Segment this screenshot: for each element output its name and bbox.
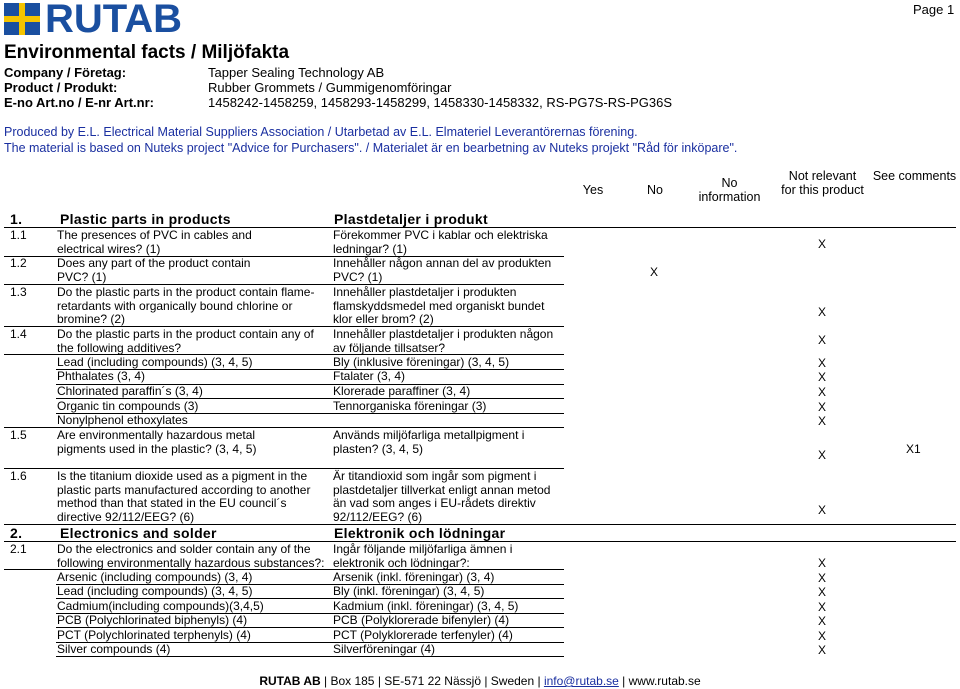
row-question-en: Are environmentally hazardous metal pigments used in the plastic? (3, 4, 5) xyxy=(57,428,257,456)
substance-en: PCB (Polychlorinated biphenyls) (4) xyxy=(57,613,248,627)
footer-separator: | xyxy=(622,674,626,688)
substance-en: Nonylphenol ethoxylates xyxy=(57,413,188,427)
substance-en: Arsenic (including compounds) (3, 4) xyxy=(57,570,253,584)
row-question-sv: Innehåller plastdetaljer i produkten flamskyddsmedel med organiskt bundet klor eller brom? (2) xyxy=(333,285,545,326)
substance-sv: Bly (inklusive föreningar) (3, 4, 5) xyxy=(333,355,510,369)
row-question-sv: Används miljöfarliga metallpigment i plasten? (3, 4, 5) xyxy=(333,428,525,456)
substance-sv: Tennorganiska föreningar (3) xyxy=(333,399,487,413)
mark-not-relevant: X xyxy=(818,356,827,370)
row-number: 1.2 xyxy=(10,256,27,270)
row-number: 1.6 xyxy=(10,469,27,483)
produced-by-note: Produced by E.L. Electrical Material Suppliers Association / Utarbetad av E.L. Elmateriel Leverantörernas förening. xyxy=(4,125,638,139)
footer-website[interactable]: www.rutab.se xyxy=(628,674,701,688)
row-question-en: Do the plastic parts in the product contain flame-retardants with organically bound chlorine or bromine? (2) xyxy=(57,285,315,326)
substance-en: Lead (including compounds) (3, 4, 5) xyxy=(57,584,253,598)
footer xyxy=(0,674,960,688)
product-value: Rubber Grommets / Gummigenomföringar xyxy=(208,80,452,95)
substance-sv: Silverföreningar (4) xyxy=(333,642,436,656)
row-number: 1.1 xyxy=(10,228,27,242)
mark-not-relevant: X xyxy=(818,556,827,570)
mark-not-relevant: X xyxy=(818,448,827,462)
article-key: E-no Art.no / E-nr Art.nr: xyxy=(4,95,154,110)
row-question-en: The presences of PVC in cables and electrical wires? (1) xyxy=(57,228,252,256)
mark-no: X xyxy=(650,265,659,279)
company-value: Tapper Sealing Technology AB xyxy=(208,65,385,80)
mark-not-relevant: X xyxy=(818,571,827,585)
substance-en: Lead (including compounds) (3, 4, 5) xyxy=(57,355,253,369)
divider xyxy=(56,656,564,657)
section-2-title-sv: Elektronik och lödningar xyxy=(334,525,506,541)
row-question-sv: Förekommer PVC i kablar och elektriska ledningar? (1) xyxy=(333,228,548,256)
substance-sv: Klorerade paraffiner (3, 4) xyxy=(333,384,471,398)
mark-not-relevant: X xyxy=(818,333,827,347)
row-number: 1.3 xyxy=(10,285,27,299)
based-on-note: The material is based on Nuteks project "Advice for Purchasers". / Materialet är en bearbetning av Nuteks projekt "Råd för inköpare". xyxy=(4,141,738,155)
company-key: Company / Företag: xyxy=(4,65,127,80)
rutab-logo xyxy=(4,0,199,41)
row-question-en: Do the plastic parts in the product contain any of the following additives? xyxy=(57,327,314,355)
footer-address: | Box 185 | SE-571 22 Nässjö | Sweden | xyxy=(324,674,541,688)
row-question-sv: Innehåller plastdetaljer i produkten någon av följande tillsatser? xyxy=(333,327,554,355)
mark-not-relevant: X xyxy=(818,600,827,614)
substance-en: PCT (Polychlorinated terphenyls) (4) xyxy=(57,628,251,642)
substance-sv: Kadmium (inkl. föreningar) (3, 4, 5) xyxy=(333,599,519,613)
row-question-en: Is the titanium dioxide used as a pigment in the plastic parts manufactured according to another method than that stated in the EU council´s directive 92/112/EEG? (6) xyxy=(57,469,311,524)
section-1-title-en: Plastic parts in products xyxy=(60,211,231,227)
mark-not-relevant: X xyxy=(818,614,827,628)
footer-email-link[interactable]: info@rutab.se xyxy=(543,674,619,688)
page-number: Page 1 xyxy=(913,2,955,17)
mark-not-relevant: X xyxy=(818,585,827,599)
footer-company: RUTAB AB xyxy=(259,674,321,688)
substance-sv: Bly (inkl. föreningar) (3, 4, 5) xyxy=(333,584,485,598)
article-value: 1458242-1458259, 1458293-1458299, 1458330-1458332, RS-PG7S-RS-PG36S xyxy=(208,95,673,110)
comment-reference: X1 xyxy=(906,442,921,456)
logo-text: RUTAB xyxy=(45,0,183,41)
substance-en: Silver compounds (4) xyxy=(57,642,171,656)
col-no-information: No information xyxy=(698,176,761,204)
row-question-en: Do the electronics and solder contain any of the following environmentally hazardous substances?: xyxy=(57,542,325,570)
substance-en: Organic tin compounds (3) xyxy=(57,399,199,413)
mark-not-relevant: X xyxy=(818,237,827,251)
mark-not-relevant: X xyxy=(818,414,827,428)
substance-sv: PCB (Polyklorerade bifenyler) (4) xyxy=(333,613,510,627)
substance-sv: PCT (Polyklorerade terfenyler) (4) xyxy=(333,628,513,642)
row-question-sv: Innehåller någon annan del av produkten PVC? (1) xyxy=(333,256,552,284)
substance-en: Phthalates (3, 4) xyxy=(57,369,146,383)
mark-not-relevant: X xyxy=(818,629,827,643)
row-question-sv: Är titandioxid som ingår som pigment i plastdetaljer tillverkat enligt annan metod än vad som anges i EU-rådets direktiv 92/112/EEG? (6) xyxy=(333,469,551,524)
page-title: Environmental facts / Miljöfakta xyxy=(4,42,290,63)
section-2-title-en: Electronics and solder xyxy=(60,525,217,541)
col-see-comments: See comments xyxy=(872,169,957,183)
substance-en: Cadmium(including compounds)(3,4,5) xyxy=(57,599,264,613)
product-key: Product / Produkt: xyxy=(4,80,118,95)
row-question-sv: Ingår följande miljöfarliga ämnen i elektronik och lödningar?: xyxy=(333,542,513,570)
mark-not-relevant: X xyxy=(818,503,827,517)
row-number: 2.1 xyxy=(10,542,27,556)
mark-not-relevant: X xyxy=(818,643,827,657)
row-number: 1.4 xyxy=(10,327,27,341)
col-yes: Yes xyxy=(582,183,604,197)
row-question-en: Does any part of the product contain PVC? (1) xyxy=(57,256,251,284)
substance-sv: Ftalater (3, 4) xyxy=(333,369,406,383)
row-number: 1.5 xyxy=(10,428,27,442)
col-no: No xyxy=(647,183,663,197)
section-1-number: 1. xyxy=(10,211,23,227)
substance-sv: Arsenik (inkl. föreningar) (3, 4) xyxy=(333,570,495,584)
substance-en: Chlorinated paraffin´s (3, 4) xyxy=(57,384,203,398)
section-2-number: 2. xyxy=(10,525,23,541)
mark-not-relevant: X xyxy=(818,305,827,319)
section-1-title-sv: Plastdetaljer i produkt xyxy=(334,211,488,227)
col-not-relevant: Not relevant for this product xyxy=(781,169,864,197)
mark-not-relevant: X xyxy=(818,370,827,384)
mark-not-relevant: X xyxy=(818,385,827,399)
mark-not-relevant: X xyxy=(818,400,827,414)
